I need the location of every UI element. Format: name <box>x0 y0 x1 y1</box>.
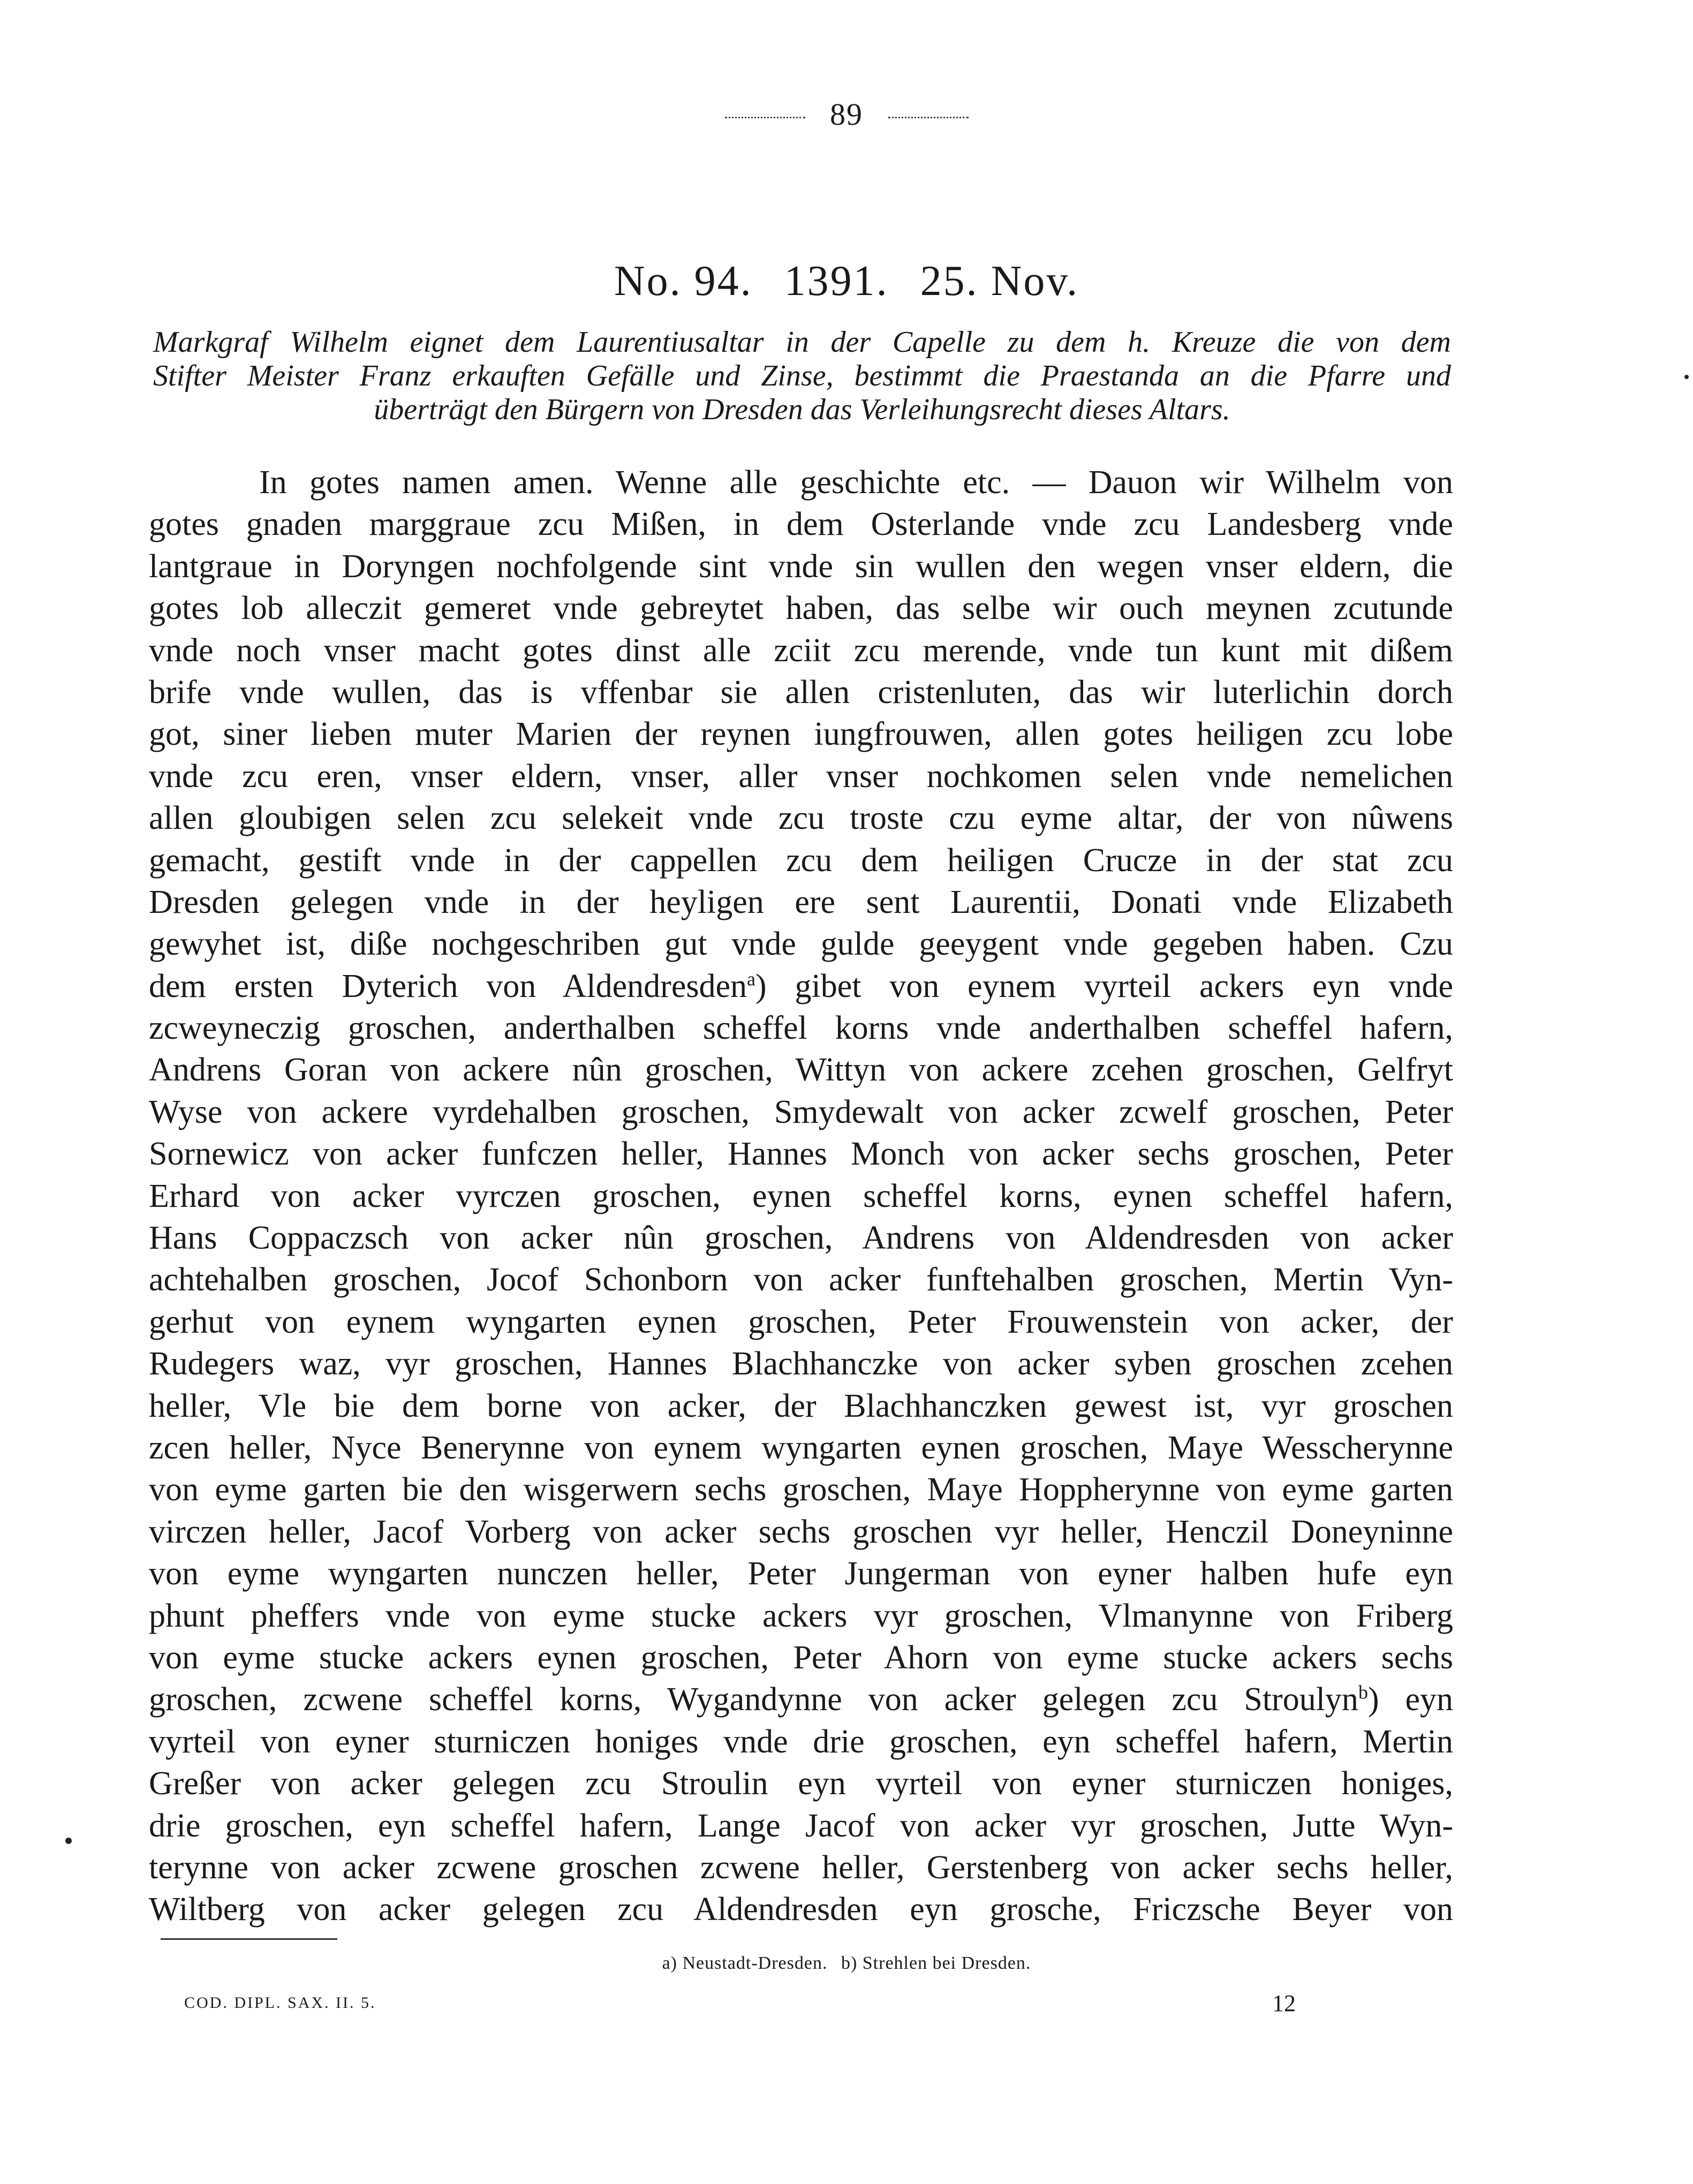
text-line: gerhut von eynem wyngarten eynen groschen, Peter Frouwenstein von acker, der <box>149 1303 1453 1340</box>
text-line: Rudegers waz, vyr groschen, Hannes Blachhanczke von acker syben groschen zcehen <box>149 1346 1453 1382</box>
text-line: phunt pheffers vnde von eyme stucke ackers vyr groschen, Vlmanynne von Friberg <box>149 1597 1453 1634</box>
text-segment: ) eyn <box>1367 1681 1454 1718</box>
footnote-rule <box>161 1938 337 1940</box>
text-line: von eyme wyngarten nunczen heller, Peter Jungerman von eyner halben hufe eyn <box>149 1555 1453 1592</box>
charter-text <box>149 462 1453 1931</box>
text-line: allen gloubigen selen zcu selekeit vnde zcu troste czu eyme altar, der von nûwens <box>149 800 1453 837</box>
text-line: gotes lob alleczit gemeret vnde gebreytet haben, das selbe wir ouch meynen zcutunde <box>149 590 1453 627</box>
text-segment: groschen, zcwene scheffel korns, Wygandynne von acker gelegen zcu Stroulyn <box>149 1681 1358 1718</box>
sheet-number: 12 <box>1272 1990 1296 2016</box>
text-line: Wiltberg von acker gelegen zcu Aldendresden eyn grosche, Friczsche Beyer von <box>149 1891 1453 1928</box>
text-line: Wyse von ackere vyrdehalben groschen, Smydewalt von acker zcwelf groschen, Peter <box>149 1093 1453 1130</box>
text-line: terynne von acker zcwene groschen zcwene heller, Gerstenberg von acker sechs heller, <box>149 1849 1453 1886</box>
text-line: gewyhet ist, diße nochgeschriben gut vnde gulde geeygent vnde gegeben haben. Czu <box>149 926 1453 963</box>
text-line: vyrteil von eyner sturniczen honiges vnde drie groschen, eyn scheffel hafern, Mertin <box>149 1723 1453 1760</box>
regest-line: überträgt den Bürgern von Dresden das Verleihungsrecht dieses Altars. <box>374 393 1230 426</box>
text-line: Greßer von acker gelegen zcu Stroulin eyn vyrteil von eyner sturniczen honiges, <box>149 1765 1453 1802</box>
scan-speck <box>1684 375 1689 379</box>
footnote-a: a) Neustadt-Dresden. <box>662 1953 828 1973</box>
footnotes <box>0 1953 1693 1974</box>
regest-summary <box>153 326 1451 427</box>
text-line: Hans Coppaczsch von acker nûn groschen, Andrens von Aldendresden von acker <box>149 1220 1453 1257</box>
text-line: Dresden gelegen vnde in der heyligen ere sent Laurentii, Donati vnde Elizabeth <box>149 883 1453 920</box>
text-line: achtehalben groschen, Jocof Schonborn von acker funftehalben groschen, Mertin Vyn- <box>149 1261 1453 1298</box>
footnote-b: b) Strehlen bei Dresden. <box>841 1953 1031 1973</box>
page-number: 89 <box>830 97 863 132</box>
text-line: brife vnde wullen, das is vffenbar sie allen cristenluten, das wir luterlichin dorch <box>149 674 1453 711</box>
footnote-marker: a <box>747 968 755 990</box>
text-line: vnde noch vnser macht gotes dinst alle zciit zcu merende, vnde tun kunt mit dißem <box>149 632 1453 669</box>
text-line: heller, Vle bie dem borne von acker, der Blachhanczken gewest ist, vyr groschen <box>149 1387 1453 1424</box>
page-header <box>0 96 1693 132</box>
text-line: Erhard von acker vyrczen groschen, eynen scheffel korns, eynen scheffel hafern, <box>149 1177 1453 1214</box>
printer-signature: COD. DIPL. SAX. II. 5. <box>184 1994 376 2012</box>
text-line <box>149 965 1453 1007</box>
document-year: 1391. <box>784 258 889 305</box>
footnote-marker: b <box>1358 1681 1368 1703</box>
text-line: gemacht, gestift vnde in der cappellen zcu dem heiligen Crucze in der stat zcu <box>149 842 1453 879</box>
text-line: Andrens Goran von ackere nûn groschen, Wittyn von ackere zcehen groschen, Gelfryt <box>149 1052 1453 1089</box>
scan-speck <box>65 1838 72 1844</box>
document-number: No. 94. <box>614 258 753 305</box>
regest-line: Markgraf Wilhelm eignet dem Laurentiusaltar in der Capelle zu dem h. Kreuze die von dem <box>153 326 1451 359</box>
text-line: von eyme garten bie den wisgerwern sechs groschen, Maye Hoppherynne von eyme garten <box>149 1471 1453 1508</box>
text-line: gotes gnaden marggraue zcu Mißen, in dem Osterlande vnde zcu Landesberg vnde <box>149 506 1453 543</box>
document-date: 25. Nov. <box>920 258 1079 305</box>
text-line: zcweyneczig groschen, anderthalben scheffel korns vnde anderthalben scheffel hafern, <box>149 1010 1453 1047</box>
document-heading <box>0 257 1693 306</box>
header-rule-left <box>725 117 805 118</box>
text-line <box>149 1679 1453 1720</box>
text-segment: ) gibet von eynem vyrteil ackers eyn vnde <box>755 968 1453 1004</box>
regest-line: Stifter Meister Franz erkauften Gefälle und Zinse, bestimmt die Praestanda an die Pfarre und <box>153 359 1451 392</box>
text-line: vnde zcu eren, vnser eldern, vnser, aller vnser nochkomen selen vnde nemelichen <box>149 758 1453 795</box>
text-line: got, siner lieben muter Marien der reynen iungfrouwen, allen gotes heiligen zcu lobe <box>149 716 1453 753</box>
text-line: drie groschen, eyn scheffel hafern, Lange Jacof von acker vyr groschen, Jutte Wyn- <box>149 1807 1453 1844</box>
text-line: von eyme stucke ackers eynen groschen, Peter Ahorn von eyme stucke ackers sechs <box>149 1639 1453 1676</box>
text-line: lantgraue in Doryngen nochfolgende sint vnde sin wullen den wegen vnser eldern, die <box>149 548 1453 585</box>
text-line: virczen heller, Jacof Vorberg von acker sechs groschen vyr heller, Henczil Doneyninne <box>149 1513 1453 1550</box>
text-line: zcen heller, Nyce Benerynne von eynem wyngarten eynen groschen, Maye Wesscherynne <box>149 1429 1453 1466</box>
text-line: In gotes namen amen. Wenne alle geschichte etc. — Dauon wir Wilhelm von <box>259 464 1453 501</box>
text-line: Sornewicz von acker funfczen heller, Hannes Monch von acker sechs groschen, Peter <box>149 1136 1453 1173</box>
header-rule-right <box>888 117 969 118</box>
text-segment: dem ersten Dyterich von Aldendresden <box>149 968 747 1004</box>
